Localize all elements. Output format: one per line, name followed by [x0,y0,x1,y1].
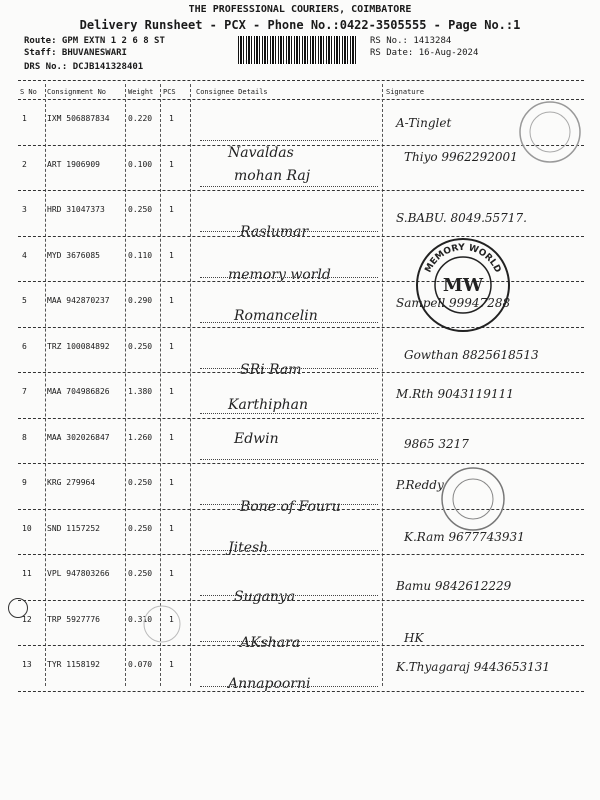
row-consignment: MAA 704986826 [47,387,110,396]
col-divider [160,84,161,686]
row-divider [18,327,584,328]
row-sno: 8 [22,432,27,442]
col-weight: Weight [128,88,154,96]
row-weight: 0.250 [128,523,153,533]
handwritten-consignee-name: Raslumar [240,224,309,240]
row-weight: 0.250 [128,478,153,487]
row-weight: 0.250 [128,341,153,351]
row-consignment: TRP 5927776 [47,614,100,624]
consignee-underline [200,186,378,187]
row-divider [18,145,584,146]
row-sno: 5 [22,296,27,305]
barcode-image [238,36,358,64]
row-divider [18,554,584,555]
consignee-underline [200,140,378,141]
row-pcs: 1 [169,569,174,578]
row-weight: 0.070 [128,660,153,669]
handwritten-consignee-name: SRi Ram [240,361,302,378]
handwritten-signature: K.Ram 9677743931 [404,529,525,544]
row-pcs: 1 [169,614,174,624]
handwritten-signature: A-Tinglet [396,116,452,130]
row-weight: 0.250 [128,569,153,578]
row-consignment: HRD 31047373 [47,205,105,214]
row-divider [18,190,584,191]
svg-text:MW: MW [442,275,484,296]
handwritten-signature: M.Rth 9043119111 [396,387,514,401]
handwritten-consignee-name: Karthiphan [228,397,308,413]
handwritten-signature: S.BABU. 8049.55717. [396,211,527,225]
round-stamp [518,100,582,164]
row-divider [18,236,584,237]
col-consignment: Consignment No [47,88,107,96]
row-pcs: 1 [169,114,174,123]
row-sno: 13 [22,660,32,669]
row-consignment: MYD 3676085 [47,250,100,260]
row-weight: 0.290 [128,296,153,305]
consignee-underline [200,231,378,232]
row-sno: 11 [22,569,32,578]
row-sno: 4 [22,250,27,260]
handwritten-signature: Thiyo 9962292001 [404,149,518,164]
col-signature: Signature [386,88,424,96]
row-pcs: 1 [169,660,174,669]
staff-text: Staff: BHUVANESWARI [24,48,127,58]
handwritten-consignee-name: Bone of Fouru [240,499,341,515]
consignee-underline [200,686,378,687]
col-divider [45,84,46,686]
runsheet-title: Delivery Runsheet - PCX - Phone No.:0422-3505555 - Page No.:1 [79,18,521,32]
memory-world-stamp [414,236,512,334]
row-sno: 2 [22,159,27,169]
row-consignment: MAA 302026847 [47,432,110,442]
col-sno: S No [20,88,37,96]
row-weight: 0.100 [128,159,153,169]
handwritten-consignee-name: AKshara [240,634,301,651]
row-weight: 0.310 [128,614,153,624]
consignee-underline [200,504,378,505]
handwritten-signature: K.Thyagaraj 9443653131 [396,660,551,674]
row-consignment: VPL 947803266 [47,569,110,578]
row-pcs: 1 [169,432,174,442]
faint-stamp [142,604,182,644]
col-consignee: Consignee Details [196,88,268,96]
row-sno: 6 [22,341,27,351]
row-pcs: 1 [169,250,174,260]
handwritten-consignee-name: memory world [228,266,331,283]
handwritten-consignee-name: Romancelin [234,308,318,324]
handwritten-consignee-name: Annapoorni [228,676,311,692]
row-divider [18,418,584,419]
row-weight: 0.110 [128,250,153,260]
row-divider [18,372,584,373]
row-sno: 9 [22,478,27,487]
consignee-underline [200,322,378,323]
rs-number: RS No.: 1413284 [370,36,452,46]
handwritten-signature: Bamu 9842612229 [396,579,512,593]
row-pcs: 1 [169,523,174,533]
row-sno: 1 [22,114,27,123]
consignee-underline [200,277,378,278]
row-consignment: TRZ 100084892 [47,341,110,351]
row-pcs: 1 [169,387,174,396]
handwritten-signature: Sampell 99947288 [396,296,511,310]
row-weight: 1.380 [128,387,153,396]
row-divider [18,691,584,692]
row-pcs: 1 [169,478,174,487]
handwritten-consignee-name: Jitesh [228,539,269,556]
consignee-underline [200,595,378,596]
handwritten-circle-mark [8,598,28,618]
row-divider [18,600,584,601]
drs-text: DRS No.: DCJB141328401 [24,62,144,72]
row-divider [18,645,584,646]
row-consignment: SND 1157252 [47,523,100,533]
handwritten-consignee-name: Suganya [234,589,296,605]
header-divider [18,99,584,100]
row-weight: 0.250 [128,205,153,214]
row-sno: 3 [22,205,27,214]
row-consignment: ART 1906909 [47,159,100,169]
row-divider [18,463,584,464]
row-pcs: 1 [169,205,174,214]
row-consignment: TYR 1158192 [47,660,100,669]
handwritten-consignee-name: mohan Raj [234,167,311,184]
row-weight: 0.220 [128,114,153,123]
row-pcs: 1 [169,341,174,351]
col-divider [382,84,383,686]
col-pcs: PCS [163,88,176,96]
handwritten-consignee-name: Edwin [234,430,279,447]
col-divider [125,84,126,686]
rs-date: RS Date: 16-Aug-2024 [370,48,479,58]
row-sno: 7 [22,387,27,396]
consignee-underline [200,459,378,460]
consignee-underline [200,641,378,642]
consignee-underline [200,368,378,369]
row-pcs: 1 [169,296,174,305]
handwritten-signature: Gowthan 8825618513 [404,347,539,362]
route-text: Route: GPM EXTN 1 2 6 8 ST [24,36,165,46]
row-consignment: KRG 279964 [47,478,96,487]
company-title: THE PROFESSIONAL COURIERS, COIMBATORE [188,4,412,15]
row-pcs: 1 [169,159,174,169]
row-weight: 1.260 [128,432,153,442]
row-sno: 12 [22,614,32,624]
consignee-underline [200,413,378,414]
consignee-underline [200,550,378,551]
table-top-divider [18,80,584,81]
row-consignment: IXM 506887834 [47,114,110,123]
handwritten-signature: P.Reddy [396,478,444,492]
col-divider [190,84,191,686]
handwritten-consignee-name: Navaldas [228,145,294,161]
handwritten-signature: 9865 3217 [404,436,469,451]
row-sno: 10 [22,523,32,533]
handwritten-signature: HK [404,630,424,645]
row-consignment: MAA 942870237 [47,296,110,305]
round-stamp-2 [440,466,506,532]
svg-text:MEMORY WORLD: MEMORY WORLD [423,242,503,275]
